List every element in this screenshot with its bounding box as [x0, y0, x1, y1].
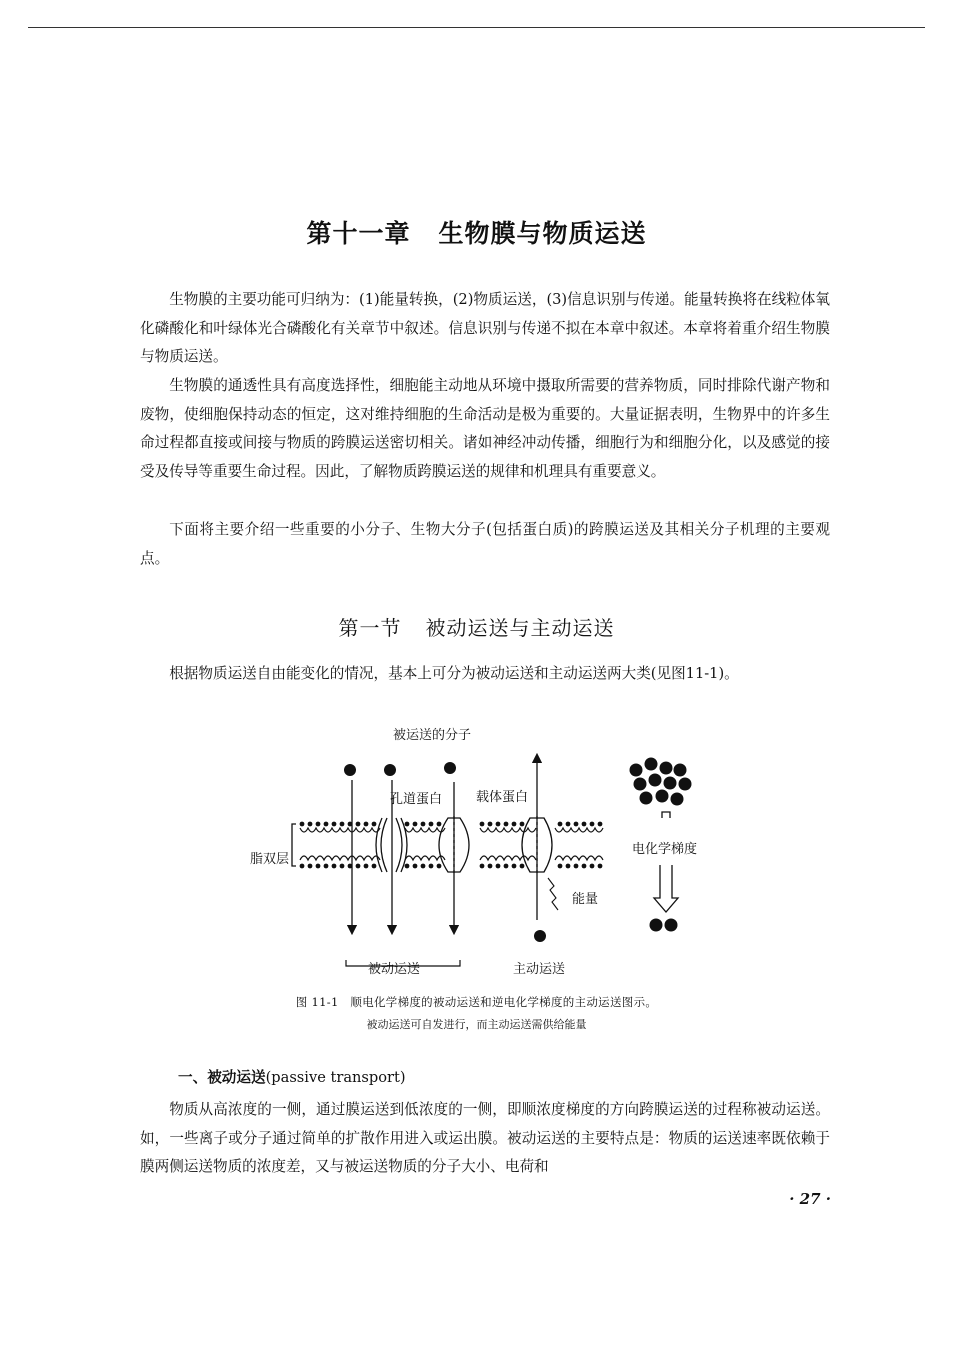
figure-caption-line1: 图 11-1 顺电化学梯度的被动运送和逆电化学梯度的主动运送图示。 — [295, 995, 658, 1009]
label-channel-protein: 孔道蛋白 — [390, 792, 443, 807]
section-paragraph-1: 根据物质运送自由能变化的情况，基本上可分为被动运送和主动运送两大类(见图11-1)。 — [169, 665, 739, 682]
section-name: 被动运送与主动运送 — [425, 616, 615, 640]
header-rule — [28, 27, 925, 28]
label-energy: 能量 — [572, 892, 599, 907]
lipid-heads — [300, 822, 603, 869]
chapter-number: 第十一章 — [306, 219, 411, 248]
subsection-heading — [178, 1066, 406, 1087]
label-carrier-protein: 载体蛋白 — [476, 790, 529, 805]
gradient-arrow — [654, 812, 678, 912]
intro-paragraph-2: 生物膜的通透性具有高度选择性，细胞能主动地从环境中摄取所需要的营养物质，同时排除代谢产物和废物，使细胞保持动态的恒定，这对维持细胞的生命活动是极为重要的。大量证据表明，生物界中的许多生命过程都直接或间接与物质的跨膜运送密切相关。诸如神经冲动传播，细胞行为和细胞分化，以及感觉的接受及传导等重要生命过程。因此，了解物质跨膜运送的规律和机理具有重要意义。 — [140, 377, 830, 480]
chapter-title — [0, 214, 953, 250]
section-number: 第一节 — [338, 616, 402, 640]
label-electrochemical-gradient: 电化学梯度 — [632, 842, 698, 857]
section-title — [0, 612, 953, 641]
subsection-heading-cn: 一、被动运送 — [178, 1069, 266, 1086]
bilayer-bracket — [292, 824, 296, 866]
chapter-name: 生物膜与物质运送 — [438, 219, 647, 248]
page-number: · 27 · — [789, 1190, 831, 1208]
intro-paragraph-1: 生物膜的主要功能可归纳为：(1)能量转换，(2)物质运送，(3)信息识别与传递。能量转换将在线粒体氧化磷酸化和叶绿体光合磷酸化有关章节中叙述。信息识别与传递不拟在本章中叙述。本章将着重介绍生物膜与物质运送。 — [140, 291, 830, 365]
figure-11-1 — [230, 720, 730, 990]
transport-arrows — [352, 758, 558, 930]
subsection-paragraph-1: 物质从高浓度的一侧，通过膜运送到低浓度的一侧，即顺浓度梯度的方向跨膜运送的过程称被动运送。如，一些离子或分子通过简单的扩散作用进入或运出膜。被动运送的主要特点是：物质的运送速率既依赖于膜两侧运送物质的浓度差，又与被运送物质的分子大小、电荷和 — [140, 1101, 830, 1175]
label-passive-transport: 被动运送 — [368, 962, 421, 977]
label-active-transport: 主动运送 — [513, 962, 566, 977]
subsection-heading-en: (passive transport) — [265, 1069, 406, 1086]
figure-caption-line2: 被动运送可自发进行，而主动运送需供给能量 — [366, 1018, 587, 1031]
lipid-bilayer — [300, 828, 603, 860]
label-transported-molecule: 被运送的分子 — [393, 728, 472, 743]
intro-paragraph-3: 下面将主要介绍一些重要的小分子、生物大分子(包括蛋白质)的跨膜运送及其相关分子机理的主要观点。 — [140, 521, 830, 567]
label-lipid-bilayer: 脂双层 — [250, 852, 290, 867]
